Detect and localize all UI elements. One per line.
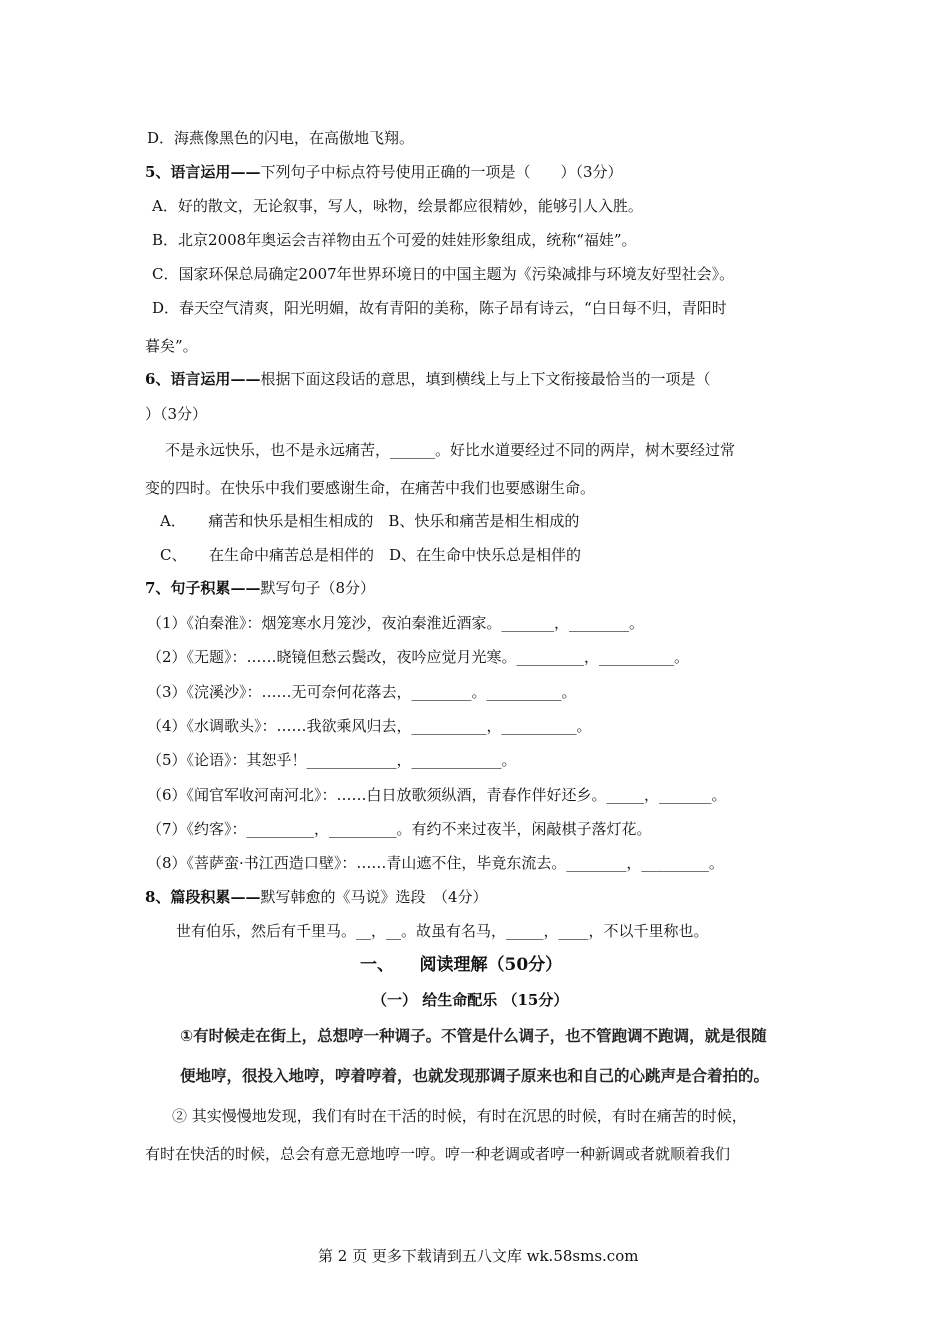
question-7-heading: 7、句子积累—— (145, 579, 261, 597)
reading-para-2b: 有时在快活的时候，总会有意无意地哼一哼。哼一种老调或者哼一种新调或者就顺着我们 (145, 1145, 731, 1163)
question-6-text-cont: ）（3分） (145, 405, 208, 423)
section-title: 一、 阅读理解（50分） (360, 955, 563, 975)
q7-item-8: （8）《菩萨蛮·书江西造口壁》：……青山遮不住，毕竟东流去。________，_________。 (147, 854, 724, 872)
question-6 (145, 369, 710, 389)
question-6-heading: 6、语言运用—— (145, 370, 261, 388)
question-7 (145, 578, 375, 598)
q6-options-ab: A． 痛苦和快乐是相生相成的 B、快乐和痛苦是相生相成的 (160, 512, 580, 530)
option-d-line: D．海燕像黑色的闪电，在高傲地飞翔。 (147, 129, 415, 147)
q6-passage-2: 变的四时。在快乐中我们要感谢生命，在痛苦中我们也要感谢生命。 (145, 479, 596, 497)
q7-item-1: （1）《泊秦淮》：烟笼寒水月笼沙，夜泊秦淮近酒家。_______，________。 (147, 614, 645, 632)
q7-item-4: （4）《水调歌头》：……我欲乘风归去，__________，__________。 (147, 717, 592, 735)
page-footer: 第 2 页 更多下载请到五八文库 wk.58sms.com (318, 1247, 639, 1265)
question-8-heading: 8、篇段积累—— (145, 888, 261, 906)
question-8 (145, 887, 488, 907)
q5-option-d-cont: 暮矣”。 (145, 337, 198, 355)
subsection-title: （一） 给生命配乐 （15分） (372, 991, 569, 1009)
reading-para-1a: ①有时候走在街上，总想哼一种调子。不管是什么调子，也不管跑调不跑调，就是很随 (180, 1027, 767, 1045)
question-5-text: 下列句子中标点符号使用正确的一项是（ ）（3分） (260, 163, 623, 181)
q7-item-7: （7）《约客》：_________，_________。有约不来过夜半，闲敲棋子落灯花。 (147, 820, 652, 838)
q5-option-d: D．春天空气清爽，阳光明媚，故有青阳的美称，陈子昂有诗云，“白日每不归，青阳时 (152, 299, 727, 317)
q5-option-c: C．国家环保总局确定2007年世界环境日的中国主题为《污染减排与环境友好型社会》。 (152, 265, 735, 283)
q7-item-3: （3）《浣溪沙》：……无可奈何花落去，________。__________。 (147, 683, 577, 701)
reading-para-1b: 便地哼，很投入地哼，哼着哼着，也就发现那调子原来也和自己的心跳声是合着拍的。 (180, 1067, 770, 1085)
reading-para-2a: ② 其实慢慢地发现，我们有时在干活的时候，有时在沉思的时候，有时在痛苦的时候， (172, 1107, 747, 1125)
question-5 (145, 162, 623, 182)
q5-option-a: A．好的散文，无论叙事，写人，咏物，绘景都应很精妙，能够引人入胜。 (152, 197, 643, 215)
q7-item-6: （6）《闻官军收河南河北》：……白日放歌须纵酒，青春作伴好还乡。_____，_______。 (147, 786, 727, 804)
q7-item-5: （5）《论语》：其恕乎！____________，____________。 (147, 751, 517, 769)
question-6-text: 根据下面这段话的意思，填到横线上与上下文衔接最恰当的一项是（ (260, 370, 711, 388)
question-5-heading: 5、语言运用—— (145, 163, 261, 181)
q6-options-cd: C、 在生命中痛苦总是相伴的 D、在生命中快乐总是相伴的 (160, 546, 582, 564)
question-7-text: 默写句子（8分） (260, 579, 375, 597)
q7-item-2: （2）《无题》：……晓镜但愁云鬓改，夜吟应觉月光寒。_________，__________。 (147, 648, 690, 666)
q5-option-b: B．北京2008年奥运会吉祥物由五个可爱的娃娃形象组成，统称“福娃”。 (152, 231, 637, 249)
q6-passage-1: 不是永远快乐，也不是永远痛苦，______。好比水道要经过不同的两岸，树木要经过常 (165, 441, 736, 459)
q8-passage: 世有伯乐，然后有千里马。__，__。故虽有名马，_____，____，不以千里称也。 (176, 922, 709, 940)
question-8-text: 默写韩愈的《马说》选段 （4分） (260, 888, 488, 906)
